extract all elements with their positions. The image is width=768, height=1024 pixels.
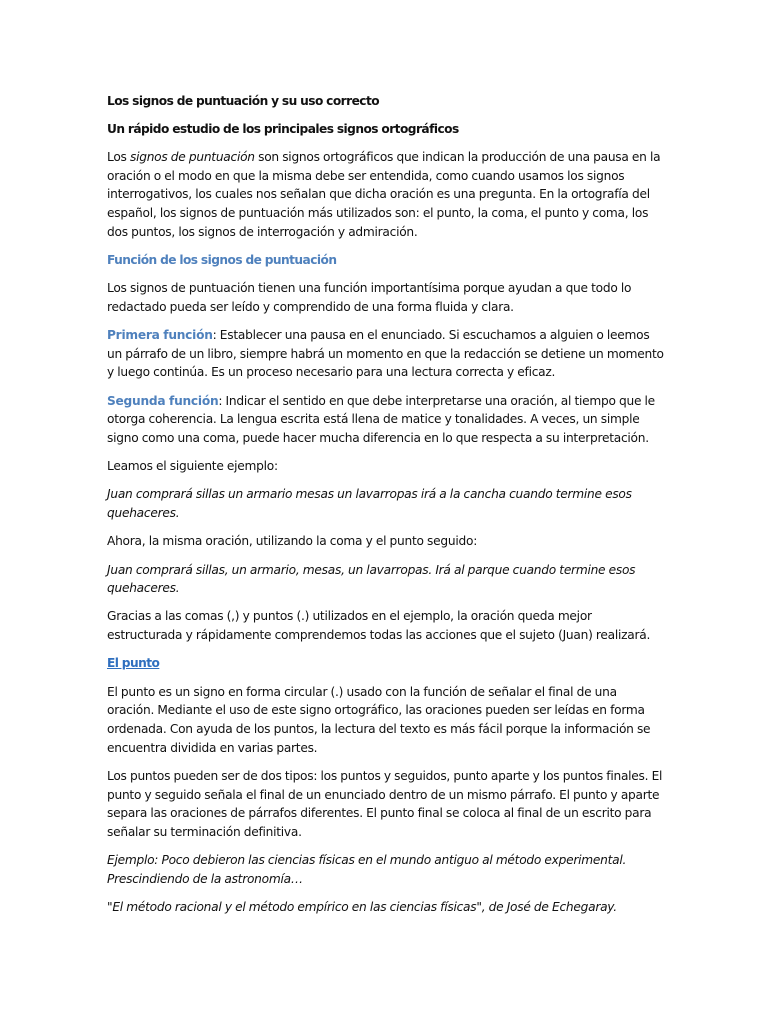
primera-funcion-text: : Establecer una pausa en el enunciado. Si escuchamos a alguien o leemos un párrafo de un libro, siempre habrá un momento en que la redacción se detiene un momento y luego continúa. Es un proceso necesario para una lectura correcta y eficaz. bbox=[107, 328, 664, 380]
punto-ejemplo: Ejemplo: Poco debieron las ciencias físicas en el mundo antiguo al método experimental. Prescindiendo de la astronomía… bbox=[107, 853, 627, 886]
segunda-funcion-label: Segunda función bbox=[107, 393, 219, 408]
gracias-paragraph: Gracias a las comas (,) y puntos (.) utilizados en el ejemplo, la oración queda mejor estructurada y rápidamente comprendemos todas las acciones que el sujeto (Juan) realizará. bbox=[107, 609, 651, 643]
intro-paragraph bbox=[107, 148, 667, 242]
document-subtitle: Un rápido estudio de los principales signos ortográficos bbox=[107, 121, 459, 136]
punto-cita: "El método racional y el método empírico en las ciencias físicas", de José de Echegaray. bbox=[107, 900, 617, 915]
ejemplo-sin-puntuacion: Juan comprará sillas un armario mesas un lavarropas irá a la cancha cuando termine esos quehaceres. bbox=[107, 487, 632, 521]
primera-funcion-label: Primera función bbox=[107, 328, 213, 343]
primera-funcion-paragraph bbox=[107, 326, 667, 382]
intro-lead: Los bbox=[107, 149, 130, 164]
segunda-funcion-text: : Indicar el sentido en que debe interpretarse una oración, al tiempo que le otorga coherencia. La lengua escrita está llena de matice y tonalidades. A veces, un simple signo como una coma, puede hacer mucha diferencia en lo que respecta a su interpretación. bbox=[107, 393, 655, 446]
document-title: Los signos de puntuación y su uso correcto bbox=[107, 94, 380, 108]
punto-paragraph-1: El punto es un signo en forma circular (.) usado con la función de señalar el final de una oración. Mediante el uso de este signo ortográfico, las oraciones pueden ser leídas en forma ordenada. Con ayuda de los puntos, la lectura del texto es más fácil porque la información se encuentra dividida en varias partes. bbox=[107, 684, 651, 755]
document-page bbox=[107, 92, 667, 926]
section-heading-punto-link[interactable]: El punto bbox=[107, 656, 160, 671]
ahora-paragraph: Ahora, la misma oración, utilizando la coma y el punto seguido: bbox=[107, 534, 478, 549]
intro-term: signos de puntuación bbox=[129, 149, 255, 164]
ejemplo-intro: Leamos el siguiente ejemplo: bbox=[107, 459, 278, 474]
punto-paragraph-2: Los puntos pueden ser de dos tipos: los puntos y seguidos, punto aparte y los puntos finales. El punto y seguido señala el final de un enunciado dentro de un mismo párrafo. El punto y aparte separa las oraciones de párrafos diferentes. El punto final se coloca al final de un escrito para señalar su terminación definitiva. bbox=[107, 768, 663, 839]
funcion-paragraph: Los signos de puntuación tienen una función importantísima porque ayudan a que todo lo redactado pueda ser leído y comprendido de una forma fluida y clara. bbox=[107, 281, 632, 314]
section-heading-funcion: Función de los signos de puntuación bbox=[107, 252, 337, 267]
ejemplo-con-puntuacion: Juan comprará sillas, un armario, mesas, un lavarropas. Irá al parque cuando termine esos quehaceres. bbox=[107, 562, 636, 596]
segunda-funcion-paragraph bbox=[107, 392, 667, 448]
intro-rest: son signos ortográficos que indican la producción de una pausa en la oración o el modo en que la misma debe ser entendida, como cuando usamos los signos interrogativos, los cuales nos señalan que dicha oración es una pregunta. En la ortografía del español, los signos de puntuación más utilizados son: el punto, la coma, el punto y coma, los dos puntos, los signos de interrogación y admiración. bbox=[107, 149, 661, 239]
